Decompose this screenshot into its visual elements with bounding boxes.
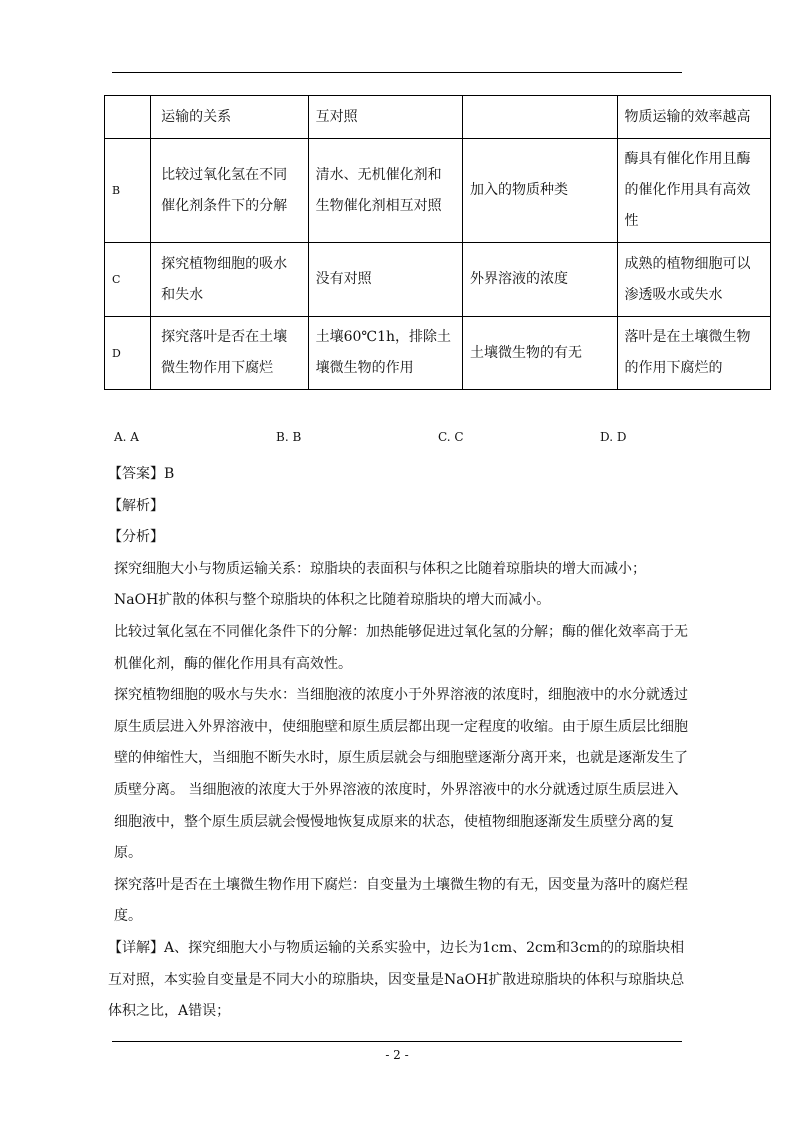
explanation bbox=[108, 459, 688, 1028]
row-label: C bbox=[105, 243, 151, 317]
option-b: B. B bbox=[276, 430, 302, 444]
option-d: D. D bbox=[600, 430, 627, 444]
independent-variable bbox=[463, 96, 617, 139]
footer-rule bbox=[112, 1041, 682, 1042]
conclusion: 落叶是在土壤微生物的作用下腐烂的 bbox=[617, 317, 771, 390]
paragraph: 探究植物细胞的吸水与失水：当细胞液的浓度小于外界溶液的浓度时，细胞液中的水分就透过原生质层进入外界溶液中，使细胞壁和原生质层都出现一定程度的收缩。由于原生质层比细胞壁的伸缩性大，当细胞不断失水时，原生质层就会与细胞壁逐渐分离开来，也就是逐渐发生了质壁分离。 当细胞液的浓度大于外界溶液的浓度时，外界溶液中的水分就透过原生质层进入细胞液中，整个原生质层就会慢慢地恢复成原来的状态，使植物细胞逐渐发生质壁分离的复原。 bbox=[114, 687, 688, 862]
control-setup: 没有对照 bbox=[308, 243, 462, 317]
page-number: - 2 - bbox=[385, 1048, 409, 1062]
control-setup: 互对照 bbox=[308, 96, 462, 139]
control-setup: 土壤60℃1h，排除土壤微生物的作用 bbox=[308, 317, 462, 390]
row-label bbox=[105, 96, 151, 139]
table-row bbox=[105, 243, 771, 317]
table-row bbox=[105, 96, 771, 139]
control-setup: 清水、无机催化剂和生物催化剂相互对照 bbox=[308, 139, 462, 243]
conclusion: 酶具有催化作用且酶的催化作用具有高效性 bbox=[617, 139, 771, 243]
analysis-heading: 【解析】 bbox=[108, 497, 164, 514]
experiment-subject: 探究落叶是否在土壤微生物作用下腐烂 bbox=[151, 317, 308, 390]
experiment-subject: 探究植物细胞的吸水和失水 bbox=[151, 243, 308, 317]
answer-line: 【答案】B bbox=[108, 466, 175, 482]
experiment-subject: 运输的关系 bbox=[151, 96, 308, 139]
independent-variable: 外界溶液的浓度 bbox=[463, 243, 617, 317]
table-row bbox=[105, 139, 771, 243]
row-label: D bbox=[105, 317, 151, 390]
row-label: B bbox=[105, 139, 151, 243]
independent-variable: 土壤微生物的有无 bbox=[463, 317, 617, 390]
paragraph: 探究落叶是否在土壤微生物作用下腐烂：自变量为土壤微生物的有无，因变量为落叶的腐烂程度。 bbox=[114, 876, 688, 925]
experiment-table bbox=[104, 95, 771, 390]
experiment-subject: 比较过氧化氢在不同催化剂条件下的分解 bbox=[151, 139, 308, 243]
paragraph: 探究细胞大小与物质运输关系：琼脂块的表面积与体积之比随着琼脂块的增大而减小；NaOH扩散的体积与整个琼脂块的体积之比随着琼脂块的增大而减小。 bbox=[114, 560, 646, 609]
paragraph: 比较过氧化氢在不同催化条件下的分解：加热能够促进过氧化氢的分解；酶的催化效率高于无机催化剂，酶的催化作用具有高效性。 bbox=[114, 623, 688, 672]
breakdown-heading: 【分析】 bbox=[108, 529, 164, 546]
conclusion: 成熟的植物细胞可以渗透吸水或失水 bbox=[617, 243, 771, 317]
paragraph: 【详解】A、探究细胞大小与物质运输的关系实验中，边长为1cm、2cm和3cm的的琼脂块相互对照，本实验自变量是不同大小的琼脂块，因变量是NaOH扩散进琼脂块的体积与琼脂块总体积之比，A错误； bbox=[108, 939, 685, 1020]
option-a: A. A bbox=[114, 430, 139, 444]
independent-variable: 加入的物质种类 bbox=[463, 139, 617, 243]
table-row bbox=[105, 317, 771, 390]
conclusion: 物质运输的效率越高 bbox=[617, 96, 771, 139]
header-rule bbox=[112, 72, 682, 73]
option-c: C. C bbox=[438, 430, 464, 444]
